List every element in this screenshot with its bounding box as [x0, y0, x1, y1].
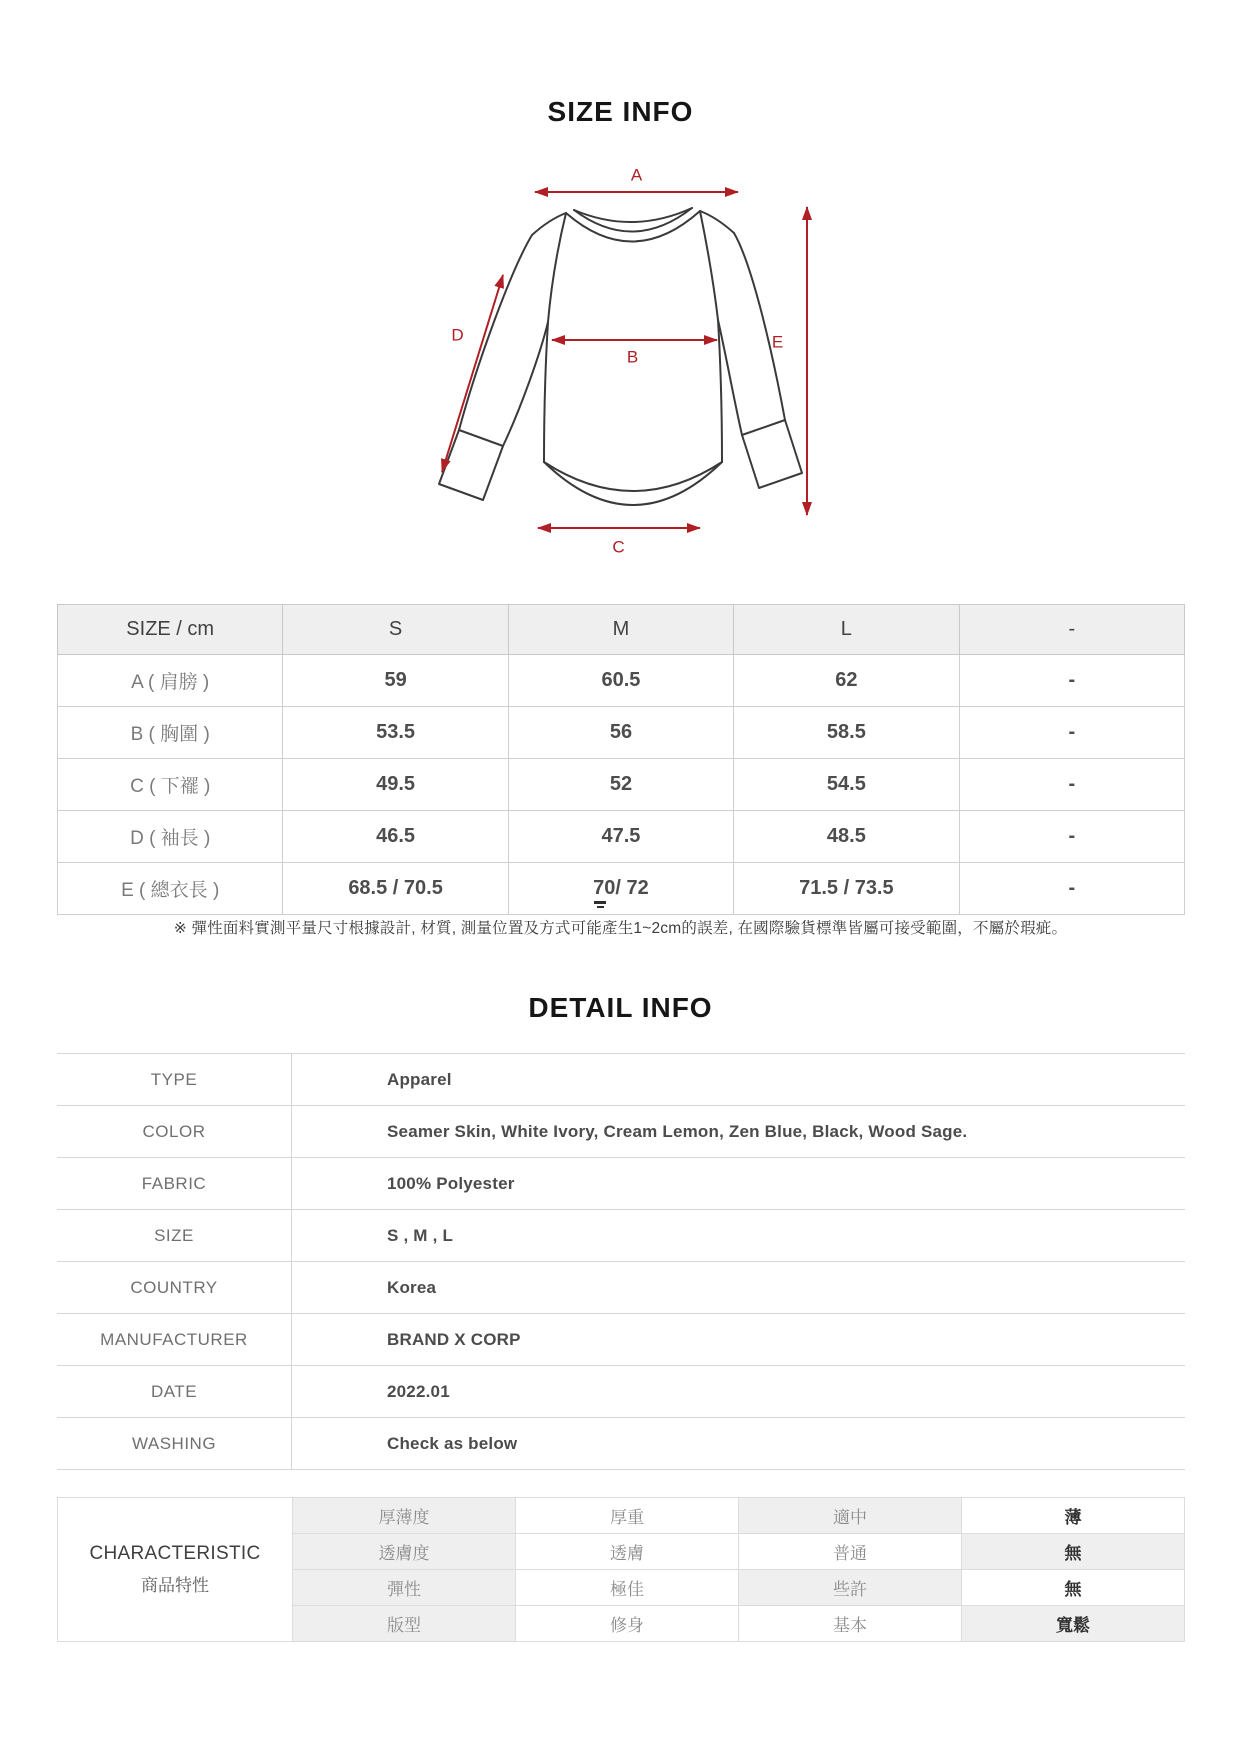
size-row-label: D ( 袖長 )	[58, 811, 283, 863]
size-value: 62	[734, 655, 959, 707]
char-option-selected: 無	[962, 1570, 1185, 1606]
label-d: D	[451, 325, 465, 345]
size-value: 48.5	[734, 811, 959, 863]
char-option: 透膚	[516, 1534, 739, 1570]
size-value: 49.5	[283, 759, 508, 811]
char-option: 極佳	[516, 1570, 739, 1606]
cropped-text-artifact	[594, 901, 616, 909]
characteristic-title-en: CHARACTERISTIC	[89, 1543, 261, 1564]
label-a: A	[630, 165, 644, 185]
size-value: 70/ 72	[508, 863, 733, 915]
size-table-header-cell: -	[959, 605, 1184, 655]
detail-value: Check as below	[292, 1418, 1186, 1470]
label-b: B	[626, 347, 640, 367]
size-value: 56	[508, 707, 733, 759]
char-option: 修身	[516, 1606, 739, 1642]
detail-value: 2022.01	[292, 1366, 1186, 1418]
size-value: -	[959, 811, 1184, 863]
size-value: 52	[508, 759, 733, 811]
size-value: 53.5	[283, 707, 508, 759]
size-row-c	[58, 759, 1185, 811]
detail-label: MANUFACTURER	[57, 1314, 292, 1366]
detail-value: BRAND X CORP	[292, 1314, 1186, 1366]
characteristic-title-cell	[58, 1498, 293, 1642]
size-row-label: A ( 肩膀 )	[58, 655, 283, 707]
size-note: ※ 彈性面料實測平量尺寸根據設計, 材質, 測量位置及方式可能產生1~2cm的誤差, 在國際驗貨標準皆屬可接受範圍，不屬於瑕疵。	[173, 920, 1068, 937]
size-table-header-row	[58, 605, 1185, 655]
size-row-label: E ( 總衣長 )	[58, 863, 283, 915]
detail-row-manufacturer	[57, 1314, 1185, 1366]
size-table-header-cell: S	[283, 605, 508, 655]
char-option: 厚重	[516, 1498, 739, 1534]
detail-label: FABRIC	[57, 1158, 292, 1210]
char-attr: 彈性	[293, 1570, 516, 1606]
characteristic-title-zh: 商品特性	[141, 1576, 209, 1595]
detail-row-date	[57, 1366, 1185, 1418]
detail-row-type	[57, 1054, 1185, 1106]
char-option: 普通	[739, 1534, 962, 1570]
size-row-label: C ( 下襬 )	[58, 759, 283, 811]
shirt-outline	[439, 208, 802, 505]
char-option-selected: 薄	[962, 1498, 1185, 1534]
size-value: -	[959, 707, 1184, 759]
detail-label: DATE	[57, 1366, 292, 1418]
char-option-selected: 無	[962, 1534, 1185, 1570]
size-value: 54.5	[734, 759, 959, 811]
size-value: 47.5	[508, 811, 733, 863]
detail-row-color	[57, 1106, 1185, 1158]
size-row-a	[58, 655, 1185, 707]
detail-value: Apparel	[292, 1054, 1186, 1106]
detail-table	[57, 1053, 1185, 1470]
size-value: -	[959, 863, 1184, 915]
detail-value: 100% Polyester	[292, 1158, 1186, 1210]
size-table-header-cell: M	[508, 605, 733, 655]
size-row-label: B ( 胸圍 )	[58, 707, 283, 759]
detail-row-country	[57, 1262, 1185, 1314]
char-option: 適中	[739, 1498, 962, 1534]
char-row-thickness	[58, 1498, 1185, 1534]
size-value: 46.5	[283, 811, 508, 863]
detail-label: TYPE	[57, 1054, 292, 1106]
size-value: 60.5	[508, 655, 733, 707]
char-option-selected: 寬鬆	[962, 1606, 1185, 1642]
size-value: 59	[283, 655, 508, 707]
size-value: 68.5 / 70.5	[283, 863, 508, 915]
char-option: 基本	[739, 1606, 962, 1642]
size-value: -	[959, 759, 1184, 811]
detail-value: S , M , L	[292, 1210, 1186, 1262]
characteristic-table	[57, 1497, 1185, 1642]
char-option: 些許	[739, 1570, 962, 1606]
detail-value: Korea	[292, 1262, 1186, 1314]
detail-row-size	[57, 1210, 1185, 1262]
detail-value: Seamer Skin, White Ivory, Cream Lemon, Zen Blue, Black, Wood Sage.	[292, 1106, 1186, 1158]
size-table	[57, 604, 1185, 915]
size-info-title: SIZE INFO	[547, 96, 694, 127]
char-attr: 厚薄度	[293, 1498, 516, 1534]
label-e: E	[771, 332, 785, 352]
detail-label: COUNTRY	[57, 1262, 292, 1314]
dimension-arrows	[442, 165, 807, 556]
detail-row-washing	[57, 1418, 1185, 1470]
detail-label: SIZE	[57, 1210, 292, 1262]
detail-label: WASHING	[57, 1418, 292, 1470]
size-row-b	[58, 707, 1185, 759]
detail-info-title: DETAIL INFO	[528, 992, 713, 1023]
garment-measure-diagram	[360, 140, 880, 560]
detail-row-fabric	[57, 1158, 1185, 1210]
size-row-e	[58, 863, 1185, 915]
size-table-header-cell: L	[734, 605, 959, 655]
char-attr: 透膚度	[293, 1534, 516, 1570]
size-row-d	[58, 811, 1185, 863]
size-value: 58.5	[734, 707, 959, 759]
detail-label: COLOR	[57, 1106, 292, 1158]
char-attr: 版型	[293, 1606, 516, 1642]
size-table-header-cell: SIZE / cm	[58, 605, 283, 655]
size-value: 71.5 / 73.5	[734, 863, 959, 915]
label-c: C	[612, 537, 626, 557]
size-value: -	[959, 655, 1184, 707]
